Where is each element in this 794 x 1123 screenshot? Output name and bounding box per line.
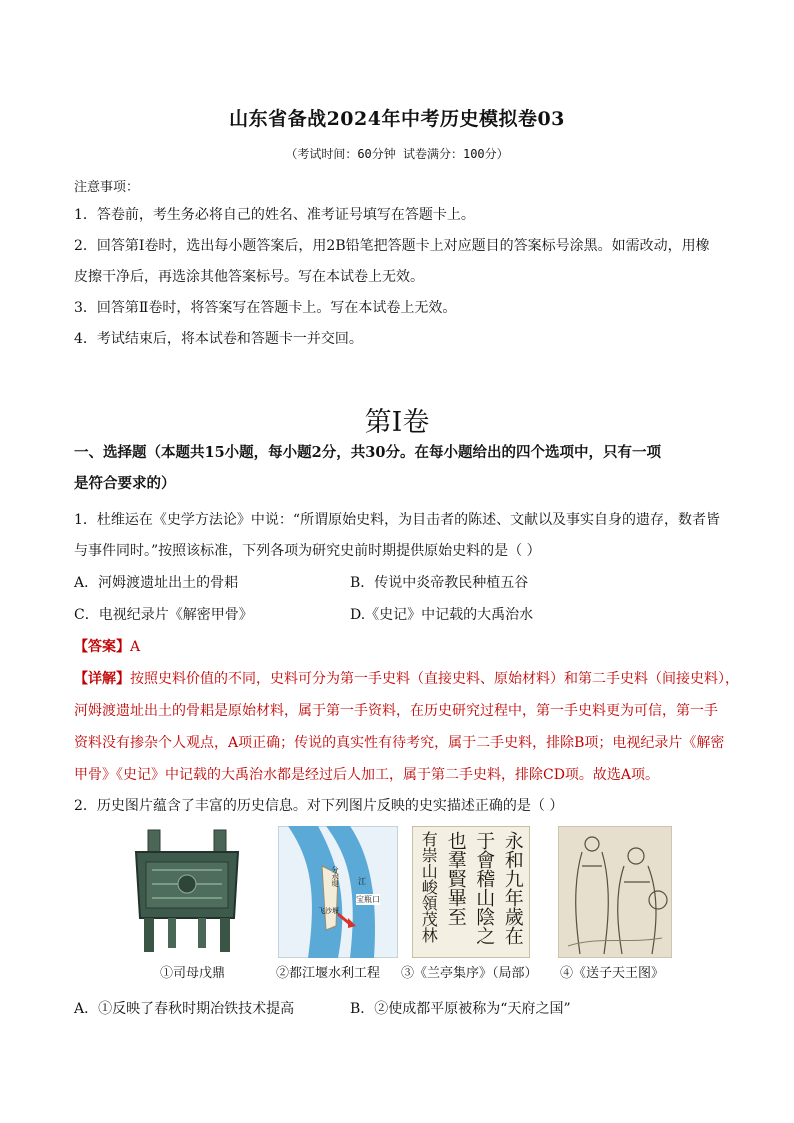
- detail-label: 【详解】: [74, 671, 130, 687]
- caption-2: ②都江堰水利工程: [276, 966, 381, 981]
- q1-option-d: D.《史记》中记载的大禹治水: [350, 607, 534, 623]
- section-instruction: [74, 441, 661, 462]
- q1-option-a: A．河姆渡遗址出土的骨耜: [74, 575, 239, 591]
- detail-text: 按照史料价值的不同，史料可分为第一手史料（直接史料、原始材料）和第二手史料（间接史料），: [130, 671, 739, 687]
- map-label-river: 江: [358, 877, 366, 886]
- q1-detail-line: 资料没有掺杂个人观点，A项正确；传说的真实性有待考究，属于二手史料，排除B项；电视纪录片《解密: [74, 735, 725, 751]
- calligraphy-column: 于會稽山陰之: [473, 831, 496, 945]
- notice-item: 皮擦干净后，再选涂其他答案标号。写在本试卷上无效。: [74, 269, 424, 285]
- q1-option-b: B．传说中炎帝教民种植五谷: [350, 575, 529, 591]
- notice-item: 3．回答第Ⅱ卷时，将答案写在答题卡上。写在本试卷上无效。: [74, 300, 457, 316]
- question-1-stem: 1．杜维运在《史学方法论》中说：“所谓原始史料，为目击者的陈述、文献以及事实自身的遗存，数者皆: [74, 512, 721, 528]
- q1-detail-line: 甲骨》《史记》中记载的大禹治水都是经过后人加工，属于第二手史料，排除CD项。故选A项。: [74, 767, 660, 783]
- q2-option-a: A．①反映了春秋时期冶铁技术提高: [74, 1001, 295, 1017]
- exam-info: （考试时间：60分钟 试卷满分：100分）: [285, 147, 509, 161]
- painting-icon: [558, 826, 672, 958]
- section-instruction-cont: 是符合要求的）: [74, 475, 176, 492]
- notice-heading: 注意事项：: [74, 180, 140, 195]
- q1-detail-line: [74, 668, 739, 688]
- map-label-east: 宝瓶口: [356, 895, 380, 904]
- notice-item: 2．回答第Ⅰ卷时，选出每小题答案后，用2B铅笔把答题卡上对应题目的答案标号涂黑。如需改动，用橡: [74, 238, 710, 254]
- caption-1: ①司母戊鼎: [160, 966, 226, 981]
- simuwu-ding-image: [122, 826, 252, 958]
- section-instruction-normal: 一、选择题（本题共15小题，每小题2分，共30分。: [74, 444, 415, 461]
- section-instruction-bold: 在每小题给出的四个选项中，只有一项: [414, 444, 661, 461]
- answer-value: A: [130, 639, 141, 655]
- notice-item: 1．答卷前，考生务必将自己的姓名、准考证号填写在答题卡上。: [74, 207, 475, 223]
- calligraphy-column: 永和九年歲在: [501, 831, 524, 945]
- q1-answer: [74, 636, 140, 656]
- lantingji-calligraphy-image: [412, 826, 530, 958]
- calligraphy-column: 也羣賢畢至: [444, 831, 467, 926]
- map-icon: [278, 826, 398, 958]
- question-2-stem: 2．历史图片蕴含了丰富的历史信息。对下列图片反映的史实描述正确的是（ ）: [74, 798, 564, 814]
- question-1-stem-cont: 与事件同时。”按照该标准，下列各项为研究史前时期提供原始史料的是（ ）: [74, 543, 541, 559]
- page-title: 山东省备战2024年中考历史模拟卷03: [229, 108, 565, 130]
- songzi-tianwang-painting: [558, 826, 672, 958]
- answer-label: 【答案】: [74, 639, 130, 655]
- notice-item: 4．考试结束后，将本试卷和答题卡一并交回。: [74, 331, 363, 347]
- q1-option-c: C．电视纪录片《解密甲骨》: [74, 607, 253, 623]
- q1-detail-line: 河姆渡遗址出土的骨耜是原始材料，属于第一手资料，在历史研究过程中，第一手史料更为可信，第一手: [74, 703, 718, 719]
- q2-option-b: B．②使成都平原被称为“天府之国”: [350, 1001, 571, 1017]
- volume-title: 第Ⅰ卷: [364, 407, 430, 438]
- map-label-north: 分水堤: [331, 866, 339, 887]
- map-label-weir: 飞沙堰: [318, 907, 339, 915]
- bronze-ding-icon: [122, 826, 252, 958]
- caption-3: ③《兰亭集序》（局部）: [401, 966, 538, 981]
- dujiangyan-map-image: [278, 826, 398, 958]
- calligraphy-column: 有崇山峻領茂林: [419, 831, 439, 943]
- caption-4: ④《送子天王图》: [560, 966, 665, 981]
